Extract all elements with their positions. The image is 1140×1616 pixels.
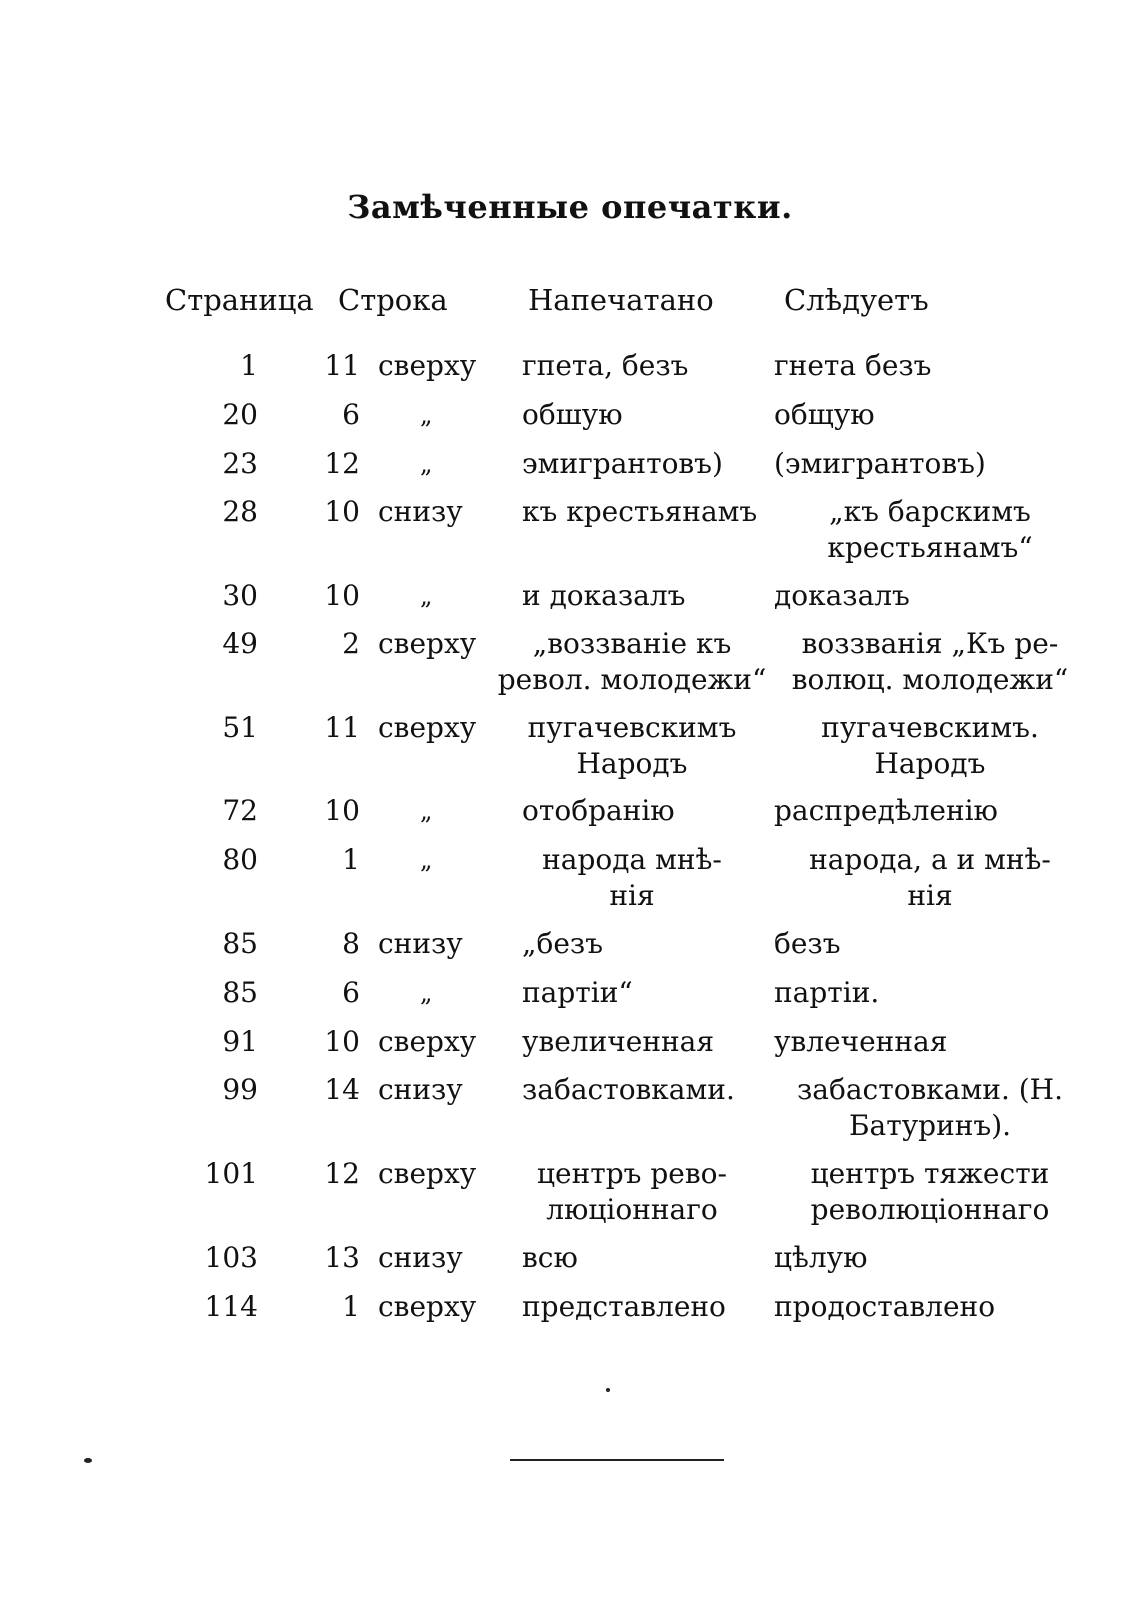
errata-line-position: сверху <box>378 1157 477 1190</box>
errata-page-number: 72 <box>222 794 258 827</box>
errata-correct-text: „къ барскимъ <box>829 495 1031 528</box>
errata-correct-text: Батуринъ). <box>848 1109 1012 1142</box>
errata-line-position: „ <box>420 797 433 825</box>
errata-correct-text: крестьянамъ“ <box>827 531 1033 564</box>
errata-printed-text: эмигрантовъ) <box>522 447 723 480</box>
errata-line-position: снизу <box>378 1073 463 1106</box>
errata-printed-text: гпета, безъ <box>522 349 689 382</box>
errata-correct-text: увлеченная <box>774 1025 948 1058</box>
errata-correct-text: забастовками. (Н. <box>797 1073 1063 1106</box>
errata-page-number: 51 <box>222 711 258 744</box>
errata-line-number: 2 <box>342 627 360 660</box>
errata-correct-text: безъ <box>774 927 841 960</box>
errata-printed-text: къ крестьянамъ <box>522 495 758 528</box>
errata-printed-text: представлено <box>522 1290 726 1323</box>
errata-line-position: сверху <box>378 1025 477 1058</box>
print-speck <box>606 1388 610 1392</box>
errata-printed-text: центръ рево- <box>537 1157 727 1190</box>
errata-printed-text: нія <box>609 879 655 912</box>
errata-line-position: снизу <box>378 927 463 960</box>
errata-line-position: „ <box>420 582 433 610</box>
errata-page-number: 20 <box>222 398 258 431</box>
errata-printed-text: забастовками. <box>522 1073 735 1106</box>
errata-printed-text: обшую <box>522 398 623 431</box>
errata-line-number: 12 <box>324 1157 360 1190</box>
errata-printed-text: пугачевскимъ <box>527 711 737 744</box>
errata-line-number: 8 <box>342 927 360 960</box>
errata-line-position: сверху <box>378 711 477 744</box>
errata-correct-text: нія <box>907 879 953 912</box>
errata-page-number: 91 <box>222 1025 258 1058</box>
page-title: Замѣченные опечатки. <box>347 188 793 226</box>
errata-printed-text: люціоннаго <box>546 1193 718 1226</box>
errata-line-position: сверху <box>378 349 477 382</box>
errata-page-number: 114 <box>204 1290 258 1323</box>
errata-line-number: 14 <box>324 1073 360 1106</box>
errata-correct-text: народа, а и мнѣ- <box>809 843 1051 876</box>
errata-correct-text: (эмигрантовъ) <box>774 447 986 480</box>
errata-correct-text: цѣлую <box>774 1241 868 1274</box>
errata-correct-text: центръ тяжести <box>810 1157 1050 1190</box>
errata-printed-text: „воззваніе къ <box>532 627 732 660</box>
errata-page-number: 80 <box>222 843 258 876</box>
errata-line-position: снизу <box>378 495 463 528</box>
errata-page-number: 85 <box>222 976 258 1009</box>
errata-line-number: 1 <box>342 1290 360 1323</box>
errata-page-number: 1 <box>240 349 258 382</box>
errata-line-position: „ <box>420 401 433 429</box>
errata-line-position: „ <box>420 450 433 478</box>
header-page: Страница <box>165 283 314 317</box>
errata-page-number: 101 <box>204 1157 258 1190</box>
errata-line-position: „ <box>420 846 433 874</box>
errata-printed-text: Народъ <box>576 747 688 780</box>
errata-line-number: 10 <box>324 495 360 528</box>
errata-line-number: 10 <box>324 579 360 612</box>
errata-line-number: 11 <box>324 349 360 382</box>
errata-correct-text: доказалъ <box>774 579 910 612</box>
errata-correct-text: Народъ <box>874 747 986 780</box>
errata-correct-text: продоставлено <box>774 1290 996 1323</box>
errata-page-number: 30 <box>222 579 258 612</box>
errata-correct-text: пугачевскимъ. <box>821 711 1039 744</box>
errata-correct-text: распредѣленію <box>774 794 998 827</box>
errata-line-position: снизу <box>378 1241 463 1274</box>
errata-printed-text: револ. молодежи“ <box>497 663 767 696</box>
errata-line-number: 1 <box>342 843 360 876</box>
errata-line-position: „ <box>420 979 433 1007</box>
errata-correct-text: волюц. молодежи“ <box>791 663 1069 696</box>
header-line: Строка <box>338 283 448 317</box>
closing-rule <box>510 1459 724 1461</box>
errata-line-position: сверху <box>378 1290 477 1323</box>
errata-printed-text: народа мнѣ- <box>542 843 722 876</box>
header-printed: Напечатано <box>528 283 714 317</box>
errata-page-number: 28 <box>222 495 258 528</box>
errata-printed-text: и доказалъ <box>522 579 686 612</box>
errata-page-number: 23 <box>222 447 258 480</box>
errata-page-number: 85 <box>222 927 258 960</box>
errata-printed-text: „безъ <box>522 927 604 960</box>
errata-page-number: 49 <box>222 627 258 660</box>
errata-line-number: 6 <box>342 398 360 431</box>
errata-printed-text: партіи“ <box>522 976 633 1009</box>
errata-printed-text: отобранію <box>522 794 675 827</box>
errata-page-number: 99 <box>222 1073 258 1106</box>
errata-line-number: 13 <box>324 1241 360 1274</box>
errata-page-number: 103 <box>204 1241 258 1274</box>
errata-line-number: 6 <box>342 976 360 1009</box>
errata-printed-text: увеличенная <box>522 1025 715 1058</box>
errata-correct-text: общую <box>774 398 875 431</box>
errata-line-number: 10 <box>324 794 360 827</box>
print-speck <box>84 1458 92 1463</box>
errata-correct-text: гнета безъ <box>774 349 932 382</box>
errata-correct-text: революціоннаго <box>810 1193 1050 1226</box>
errata-correct-text: воззванія „Къ ре- <box>801 627 1059 660</box>
errata-line-number: 11 <box>324 711 360 744</box>
errata-printed-text: всю <box>522 1241 578 1274</box>
header-should-be: Слѣдуетъ <box>784 283 929 317</box>
errata-correct-text: партіи. <box>774 976 880 1009</box>
errata-line-number: 10 <box>324 1025 360 1058</box>
errata-line-number: 12 <box>324 447 360 480</box>
errata-line-position: сверху <box>378 627 477 660</box>
